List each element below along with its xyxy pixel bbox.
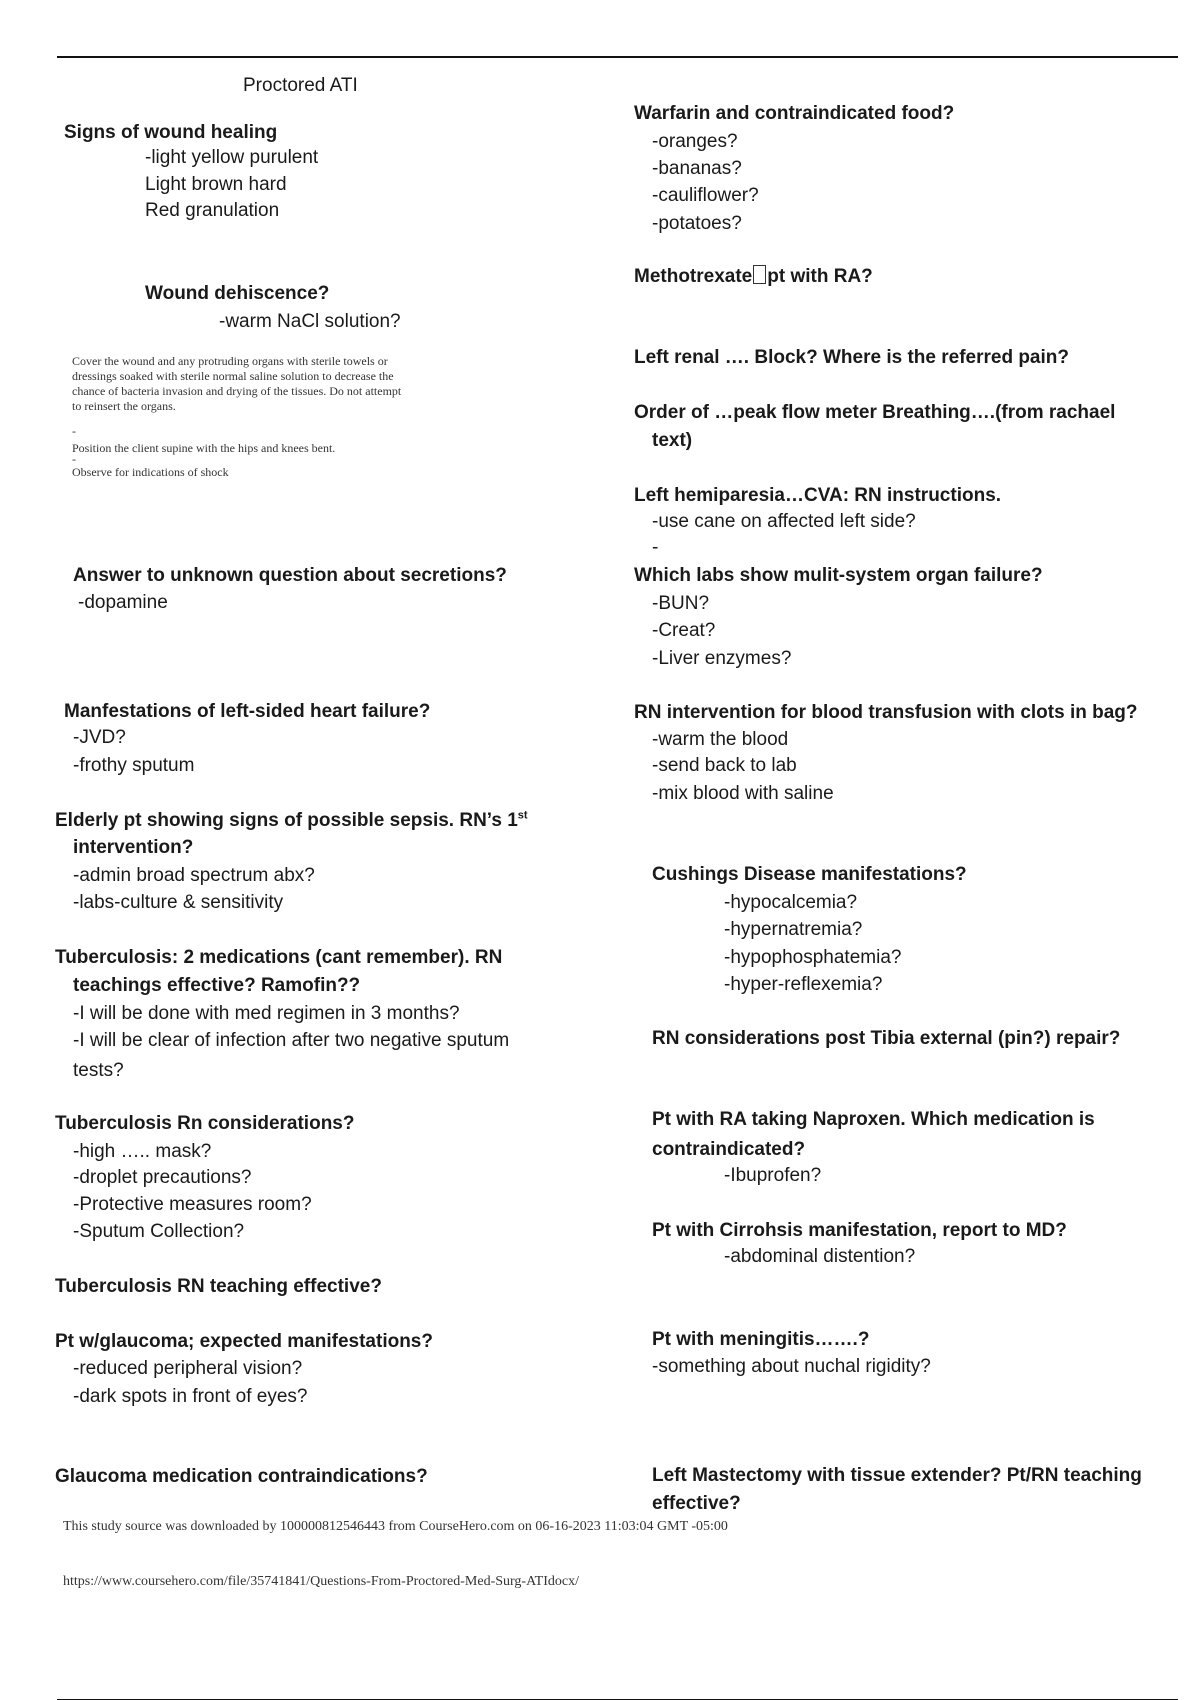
question-naproxen-cont: contraindicated? (652, 1139, 806, 1160)
answer: -light yellow purulent (145, 147, 319, 168)
question-sepsis-cont: intervention? (73, 837, 194, 858)
answer: -Protective measures room? (73, 1194, 312, 1215)
answer: -dopamine (78, 592, 168, 613)
answer: -potatoes? (652, 213, 742, 234)
source-url[interactable]: https://www.coursehero.com/file/35741841/Questions-From-Proctored-Med-Surg-ATIdocx/ (63, 1574, 579, 1589)
question-peak-flow: Order of …peak flow meter Breathing….(from rachael (634, 402, 1116, 423)
answer: -I will be clear of infection after two negative sputum (73, 1030, 510, 1051)
page-title: Proctored ATI (243, 75, 358, 96)
question-transfusion: RN intervention for blood transfusion with clots in bag? (634, 702, 1138, 723)
question-cva: Left hemiparesia…CVA: RN instructions. (634, 485, 1002, 506)
question-glaucoma: Pt w/glaucoma; expected manifestations? (55, 1331, 433, 1352)
question-glaucoma-meds: Glaucoma medication contraindications? (55, 1466, 428, 1487)
answer: -frothy sputum (73, 755, 195, 776)
question-mastectomy-cont: effective? (652, 1493, 741, 1514)
answer: -Sputum Collection? (73, 1221, 245, 1242)
answer: -reduced peripheral vision? (73, 1358, 303, 1379)
question-cushings: Cushings Disease manifestations? (652, 864, 967, 885)
question-wound-dehiscence: Wound dehiscence? (145, 283, 330, 304)
answer: Light brown hard (145, 174, 287, 195)
bullet: - (72, 452, 76, 466)
bullet: - (72, 424, 76, 438)
answer: -Creat? (652, 620, 716, 641)
question-mastectomy: Left Mastectomy with tissue extender? Pt/RN teaching (652, 1465, 1142, 1486)
question-sepsis: Elderly pt showing signs of possible sepsis. RN’s 1st (55, 809, 528, 831)
answer: -droplet precautions? (73, 1167, 252, 1188)
answer: -labs-culture & sensitivity (73, 892, 284, 913)
answer: -send back to lab (652, 755, 797, 776)
answer: -hyper-reflexemia? (724, 974, 883, 995)
answer-cont: tests? (73, 1060, 124, 1081)
answer: -dark spots in front of eyes? (73, 1386, 308, 1407)
answer: -oranges? (652, 131, 738, 152)
question-secretions: Answer to unknown question about secretions? (73, 565, 507, 586)
question-tb-meds-cont: teachings effective? Ramofin?? (73, 975, 361, 996)
answer: Red granulation (145, 200, 280, 221)
answer: -Liver enzymes? (652, 648, 792, 669)
reference-note: Observe for indications of shock (72, 465, 229, 479)
answer: -something about nuchal rigidity? (652, 1356, 931, 1377)
answer: -Ibuprofen? (724, 1165, 822, 1186)
answer: -warm the blood (652, 729, 789, 750)
answer: -hypocalcemia? (724, 892, 858, 913)
answer: - (652, 537, 659, 558)
question-warfarin: Warfarin and contraindicated food? (634, 103, 955, 124)
question-wound-healing: Signs of wound healing (64, 122, 278, 143)
answer: -hypernatremia? (724, 919, 863, 940)
question-peak-flow-cont: text) (652, 430, 693, 451)
answer: -mix blood with saline (652, 783, 834, 804)
question-naproxen: Pt with RA taking Naproxen. Which medication is (652, 1109, 1095, 1130)
answer: -cauliflower? (652, 185, 759, 206)
answer: -high ….. mask? (73, 1141, 212, 1162)
top-rule (57, 56, 1178, 58)
question-tb-teaching: Tuberculosis RN teaching effective? (55, 1276, 382, 1297)
question-tb-considerations: Tuberculosis Rn considerations? (55, 1113, 355, 1134)
reference-note: Position the client supine with the hips and knees bent. (72, 441, 336, 455)
answer: -BUN? (652, 593, 710, 614)
question-tibia: RN considerations post Tibia external (pin?) repair? (652, 1028, 1121, 1049)
answer: -abdominal distention? (724, 1246, 916, 1267)
question-meningitis: Pt with meningitis…….? (652, 1329, 870, 1350)
reference-note: Cover the wound and any protruding organs with sterile towels or dressings soaked with sterile normal saline solution to decrease the chance of bacteria invasion and drying of the tissues. Do not attempt to reinsert the organs. (72, 354, 402, 413)
question-cirrhosis: Pt with Cirrohsis manifestation, report to MD? (652, 1220, 1067, 1241)
answer: -warm NaCl solution? (219, 311, 401, 332)
missing-glyph-box (753, 265, 766, 284)
answer: -use cane on affected left side? (652, 511, 916, 532)
answer: -admin broad spectrum abx? (73, 865, 315, 886)
answer: -I will be done with med regimen in 3 months? (73, 1003, 460, 1024)
question-heart-failure: Manfestations of left-sided heart failure? (64, 701, 431, 722)
question-methotrexate: Methotrexate pt with RA? (634, 266, 873, 287)
answer: -bananas? (652, 158, 742, 179)
question-renal-block: Left renal …. Block? Where is the referred pain? (634, 347, 1069, 368)
download-notice: This study source was downloaded by 100000812546443 from CourseHero.com on 06-16-2023 11:03:04 GMT -05:00 (63, 1519, 728, 1534)
answer: -JVD? (73, 727, 126, 748)
answer: -hypophosphatemia? (724, 947, 902, 968)
question-organ-failure: Which labs show mulit-system organ failure? (634, 565, 1043, 586)
question-tb-meds: Tuberculosis: 2 medications (cant remember). RN (55, 947, 503, 968)
